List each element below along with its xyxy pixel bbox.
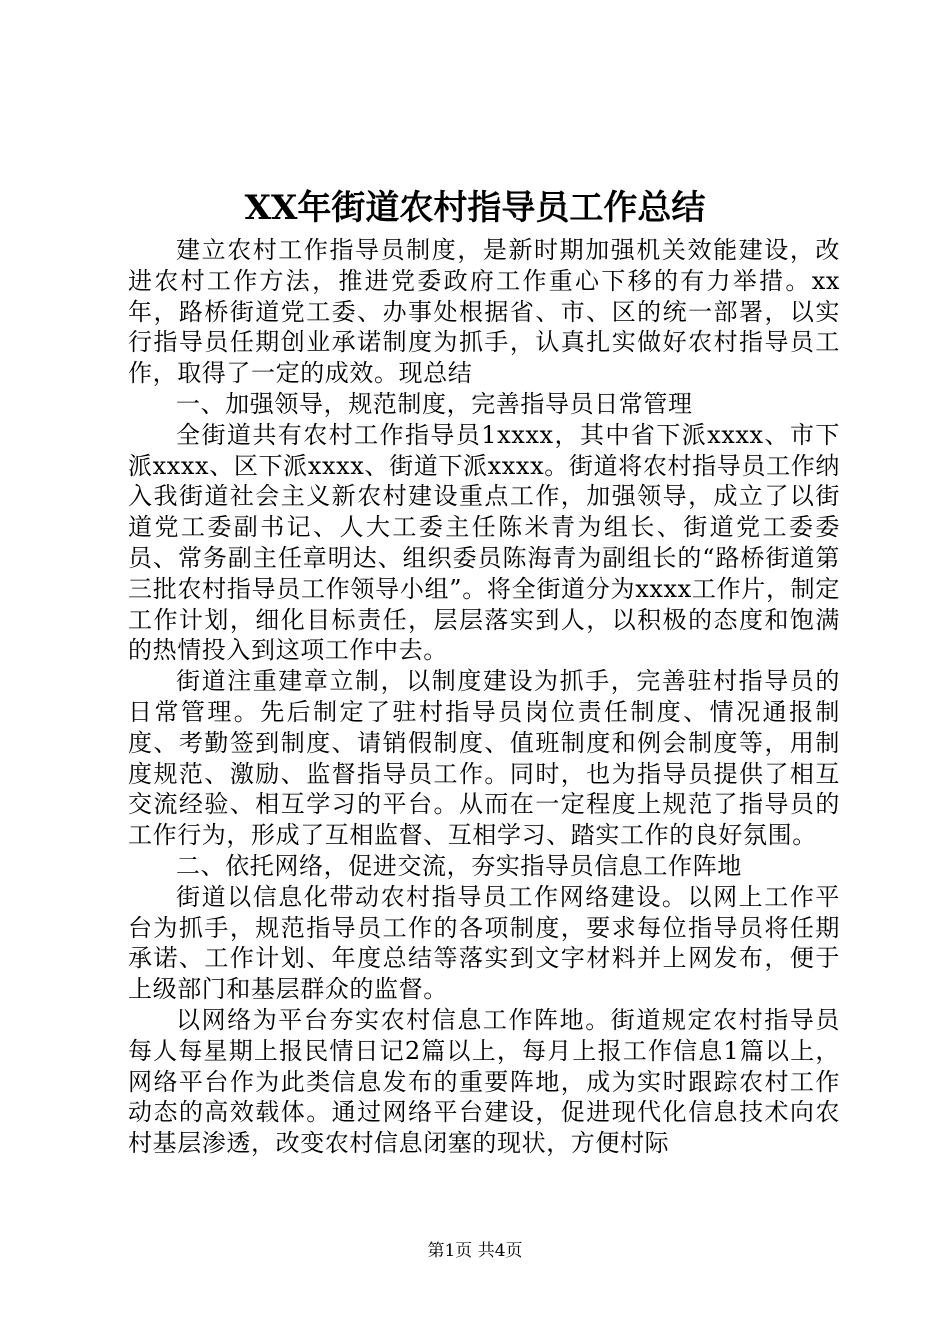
paragraph: 街道以信息化带动农村指导员工作网络建设。以网上工作平台为抓手，规范指导员工作的各项制度，要求每位指导员将任期承诺、工作计划、年度总结等落实到文字材料并上网发布，便于上级部门和基层群众的监督。 xyxy=(128,882,840,1004)
page-footer: 第1页 共4页 xyxy=(427,1241,523,1261)
paragraph: 以网络为平台夯实农村信息工作阵地。街道规定农村指导员每人每星期上报民情日记2篇以上，每月上报工作信息1篇以上，网络平台作为此类信息发布的重要阵地，成为实时跟踪农村工作动态的高效载体。通过网络平台建设，促进现代化信息技术向农村基层渗透，改变农村信息闭塞的现状，方便村际 xyxy=(128,1005,840,1158)
paragraph-intro: 建立农村工作指导员制度，是新时期加强机关效能建设，改进农村工作方法，推进党委政府工作重心下移的有力举措。xx年，路桥街道党工委、办事处根据省、市、区的统一部署，以实行指导员任期创业承诺制度为抓手，认真扎实做好农村指导员工作，取得了一定的成效。现总结 xyxy=(128,236,840,388)
document-title: XX年街道农村指导员工作总结 xyxy=(244,188,706,228)
section-heading-2: 二、依托网络，促进交流，夯实指导员信息工作阵地 xyxy=(176,851,742,880)
paragraph: 街道注重建章立制，以制度建设为抓手，完善驻村指导员的日常管理。先后制定了驻村指导员岗位责任制度、情况通报制度、考勤签到制度、请销假制度、值班制度和例会制度等，用制度规范、激励、监督指导员工作。同时，也为指导员提供了相互交流经验、相互学习的平台。从而在一定程度上规范了指导员的工作行为，形成了互相监督、互相学习、踏实工作的良好氛围。 xyxy=(128,667,840,850)
document-body xyxy=(128,235,840,1159)
paragraph: 全街道共有农村工作指导员1xxxx，其中省下派xxxx、市下派xxxx、区下派xxxx、街道下派xxxx。街道将农村指导员工作纳入我街道社会主义新农村建设重点工作，加强领导，成立了以街道党工委副书记、人大工委主任陈米青为组长、街道党工委委员、常务副主任章明达、组织委员陈海青为副组长的“路桥街道第三批农村指导员工作领导小组”。将全街道分为xxxx工作片，制定工作计划，细化目标责任，层层落实到人，以积极的态度和饱满的热情投入到这项工作中去。 xyxy=(128,420,840,665)
section-heading-1: 一、加强领导，规范制度，完善指导员日常管理 xyxy=(176,389,693,418)
